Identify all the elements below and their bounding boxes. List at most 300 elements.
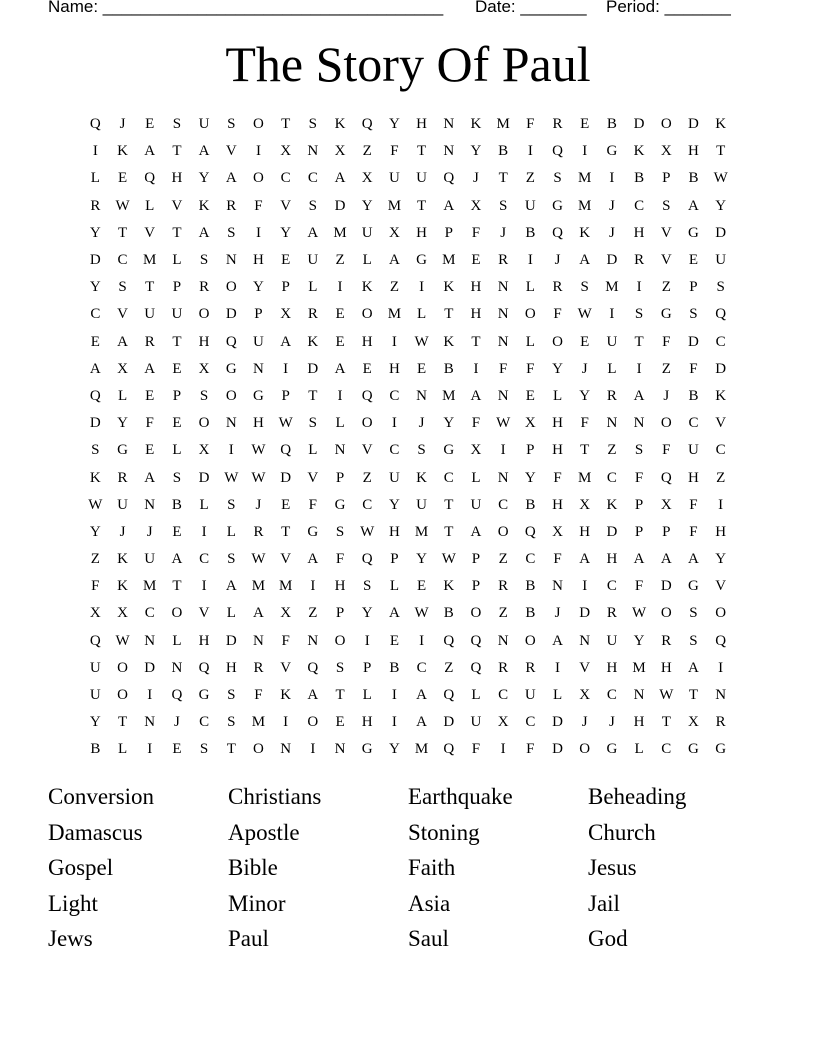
grid-letter: T [226,741,237,758]
grid-letter: P [363,659,372,676]
grid-letter: T [172,143,182,160]
name-field-label: Name: ____________________________________ [48,0,444,16]
grid-letter: V [307,469,319,486]
grid-letter: V [171,197,183,214]
grid-letter: E [172,741,182,758]
word-bank-item: Bible [228,855,278,880]
grid-letter: O [253,170,265,187]
grid-letter: T [634,333,645,350]
grid-letter: O [470,605,482,622]
grid-letter: S [199,252,209,269]
grid-letter: G [606,741,618,758]
grid-letter: A [144,360,156,377]
grid-letter: V [579,659,591,676]
grid-letter: O [660,116,673,133]
grid-letter: Q [307,659,319,676]
grid-letter: J [608,714,616,731]
grid-letter: R [498,252,509,269]
grid-letter: E [471,252,482,269]
grid-letter: C [280,170,292,187]
grid-letter: F [308,496,318,513]
grid-letter: N [253,632,265,649]
grid-letter: Z [661,279,672,296]
grid-letter: G [225,360,238,377]
grid-letter: R [498,659,509,676]
grid-letter: G [715,741,727,758]
grid-letter: S [118,279,128,296]
grid-letter: R [552,279,564,296]
grid-letter: F [689,496,699,513]
grid-letter: X [579,496,591,513]
grid-letter: W [659,687,674,704]
grid-letter: I [283,360,289,377]
grid-letter: I [255,143,262,160]
grid-letter: J [554,252,561,269]
grid-letter: Y [633,632,646,649]
grid-letter: A [633,387,646,404]
grid-letter: A [171,551,183,568]
grid-letter: D [280,469,292,486]
grid-letter: K [117,578,129,595]
grid-letter: J [581,714,589,731]
grid-letter: J [608,197,616,214]
grid-letter: F [526,741,536,758]
grid-letter: L [525,279,536,296]
grid-letter: C [389,442,400,459]
grid-letter: Q [660,469,673,486]
grid-letter: B [606,116,618,133]
grid-letter: G [117,442,129,459]
word-bank-item: Damascus [48,819,143,845]
grid-letter: G [660,306,673,323]
grid-letter: N [497,632,510,649]
grid-letter: C [498,687,509,704]
grid-letter: A [470,387,482,404]
grid-letter: S [227,714,236,731]
grid-letter: J [119,116,126,133]
grid-letter: J [119,523,126,540]
grid-letter: D [606,523,618,540]
grid-letter: A [144,143,156,160]
grid-letter: I [582,578,588,595]
grid-letter: Y [89,224,102,241]
grid-letter: L [417,306,427,323]
grid-letter: H [688,469,700,486]
grid-letter: P [634,523,644,540]
grid-letter: Z [607,442,617,459]
grid-letter: M [496,116,511,133]
header-fields [48,0,748,19]
grid-letter: Y [198,170,211,187]
grid-letter: H [552,415,564,432]
grid-letter: H [198,632,211,649]
grid-letter: N [334,741,346,758]
grid-letter: X [117,360,129,377]
grid-letter: N [497,469,510,486]
grid-letter: I [201,578,208,595]
grid-letter: A [688,197,700,214]
grid-letter: E [145,442,155,459]
grid-letter: B [498,143,509,160]
grid-letter: Y [117,415,129,432]
grid-letter: V [117,306,129,323]
grid-letter: Y [89,714,102,731]
word-bank-item: Church [588,819,656,845]
grid-letter: M [143,578,157,595]
grid-letter: P [662,523,671,540]
grid-letter: R [634,252,645,269]
grid-letter: F [634,469,644,486]
grid-letter: I [582,143,588,160]
grid-letter: I [147,741,153,758]
grid-letter: C [199,714,210,731]
grid-letter: S [199,741,209,758]
grid-letter: B [525,496,536,513]
grid-letter: R [661,632,672,649]
grid-letter: N [225,415,238,432]
grid-letter: U [606,333,618,350]
grid-letter: Q [89,632,102,649]
word-bank-item: Earthquake [408,784,513,809]
grid-letter: O [117,659,129,676]
grid-letter: X [660,143,673,160]
grid-letter: F [526,360,536,377]
grid-letter: N [334,442,346,459]
grid-letter: S [308,116,318,133]
grid-letter: A [388,252,401,269]
grid-letter: F [689,523,699,540]
grid-letter: H [715,523,727,540]
grid-letter: P [634,496,644,513]
grid-letter: H [633,714,646,731]
grid-letter: P [390,551,400,568]
grid-letter: A [225,578,238,595]
grid-letter: S [689,306,699,323]
grid-letter: A [470,523,482,540]
grid-letter: X [388,224,401,241]
grid-letter: Q [361,551,374,568]
grid-letter: K [280,687,292,704]
grid-letter: I [391,687,398,704]
grid-letter: N [144,496,156,513]
grid-letter: H [225,659,238,676]
grid-letter: Z [90,551,101,568]
grid-letter: O [552,333,564,350]
grid-letter: D [225,306,238,323]
grid-letter: H [171,170,183,187]
grid-letter: Z [661,360,672,377]
grid-letter: M [143,252,157,269]
grid-letter: D [334,197,346,214]
grid-letter: O [660,605,673,622]
grid-letter: T [281,116,291,133]
grid-letter: S [417,442,427,459]
grid-letter: A [334,360,346,377]
grid-letter: E [90,333,101,350]
grid-letter: M [442,387,456,404]
grid-letter: X [497,714,510,731]
grid-letter: H [198,333,211,350]
date-field-label: Date: _______ [475,0,587,16]
grid-letter: F [145,415,155,432]
grid-letter: U [524,687,537,704]
grid-letter: W [251,551,267,568]
grid-letter: X [117,605,129,622]
grid-letter: L [172,252,182,269]
grid-letter: I [364,632,371,649]
grid-letter: T [117,224,128,241]
grid-letter: K [715,387,727,404]
word-bank-item: Jail [588,890,620,916]
grid-letter: Y [552,360,564,377]
grid-letter: W [115,197,131,214]
grid-letter: J [608,224,616,241]
grid-letter: T [308,387,318,404]
grid-letter: P [172,387,182,404]
grid-letter: U [388,170,401,187]
grid-letter: N [497,387,510,404]
grid-letter: H [253,415,265,432]
grid-letter: G [253,387,265,404]
grid-letter: L [552,387,563,404]
grid-letter: Y [253,279,265,296]
grid-letter: N [253,360,265,377]
grid-letter: F [91,578,101,595]
grid-letter: E [281,496,291,513]
grid-letter: U [388,469,401,486]
grid-letter: Z [335,252,346,269]
grid-letter: W [414,333,430,350]
grid-letter: Y [89,279,102,296]
grid-letter: Z [525,170,536,187]
grid-letter: I [337,279,344,296]
grid-letter: K [443,578,455,595]
grid-letter: Q [443,170,455,187]
grid-letter: E [580,116,590,133]
grid-letter: S [227,224,236,241]
grid-letter: N [606,415,618,432]
grid-letter: N [307,143,319,160]
grid-letter: R [606,387,618,404]
grid-letter: W [115,632,131,649]
grid-letter: E [580,333,590,350]
grid-letter: V [660,224,673,241]
grid-letter: V [280,197,292,214]
grid-letter: O [497,523,510,540]
grid-letter: Q [443,741,455,758]
grid-letter: E [525,387,536,404]
grid-letter: X [688,714,700,731]
grid-letter: I [419,279,425,296]
grid-letter: X [280,306,292,323]
grid-letter: N [307,632,319,649]
grid-letter: H [552,442,564,459]
grid-letter: S [227,551,236,568]
grid-letter: L [226,605,237,622]
grid-letter: T [172,224,182,241]
grid-letter: C [606,469,618,486]
word-bank-item: Christians [228,784,322,809]
grid-letter: R [226,197,237,214]
grid-letter: Q [361,116,374,133]
grid-letter: A [144,469,156,486]
grid-letter: S [634,306,644,323]
grid-letter: S [363,578,372,595]
grid-letter: X [280,143,292,160]
grid-letter: U [416,170,428,187]
grid-letter: T [172,333,182,350]
grid-letter: W [224,469,239,486]
grid-letter: C [443,469,455,486]
grid-letter: Y [388,741,401,758]
word-bank-item: Jesus [588,855,637,880]
grid-letter: W [713,170,729,187]
grid-letter: T [145,279,155,296]
grid-letter: J [255,496,262,513]
grid-letter: R [144,333,156,350]
grid-letter: Q [361,387,374,404]
grid-letter: U [361,224,374,241]
grid-letter: D [225,632,238,649]
grid-letter: M [632,659,647,676]
grid-letter: P [471,551,481,568]
grid-letter: S [91,442,101,459]
word-bank-item: Apostle [228,819,300,845]
grid-letter: A [552,632,564,649]
grid-letter: C [634,197,645,214]
grid-letter: T [335,687,346,704]
grid-letter: U [171,306,183,323]
grid-letter: M [251,714,266,731]
grid-letter: T [688,687,699,704]
grid-letter: U [253,333,265,350]
grid-letter: D [633,116,646,133]
grid-letter: A [117,333,129,350]
word-search-grid [82,111,735,764]
grid-letter: X [198,442,211,459]
grid-letter: L [389,578,400,595]
grid-letter: D [552,741,564,758]
grid-letter: V [660,252,673,269]
grid-letter: Z [308,605,318,622]
grid-letter: L [172,632,182,649]
grid-letter: C [416,659,428,676]
grid-letter: X [470,442,482,459]
word-bank-item: God [588,926,628,951]
grid-letter: I [419,632,425,649]
page-title: The Story Of Paul [225,36,591,92]
grid-letter: X [660,496,673,513]
grid-letter: F [553,551,563,568]
grid-letter: I [609,170,615,187]
grid-letter: W [441,551,457,568]
grid-letter: M [414,523,429,540]
grid-letter: H [361,714,374,731]
grid-letter: A [198,143,211,160]
grid-letter: C [661,741,672,758]
grid-letter: S [634,442,644,459]
grid-letter: Y [470,143,482,160]
word-bank-item: Gospel [48,855,114,880]
grid-letter: J [418,415,426,432]
grid-letter: F [662,333,671,350]
grid-letter: M [387,197,402,214]
grid-letter: I [147,687,153,704]
grid-letter: O [660,415,673,432]
grid-letter: U [144,306,156,323]
grid-letter: K [443,279,455,296]
grid-letter: R [307,306,319,323]
grid-letter: F [254,687,264,704]
grid-letter: S [716,279,726,296]
grid-letter: Q [470,659,482,676]
grid-letter: P [444,224,454,241]
grid-letter: T [417,197,427,214]
grid-letter: H [470,279,482,296]
grid-letter: V [198,605,211,622]
grid-letter: G [443,442,455,459]
grid-letter: K [117,551,129,568]
grid-letter: U [688,442,700,459]
grid-letter: I [636,360,643,377]
grid-letter: I [391,714,398,731]
grid-letter: E [335,333,346,350]
grid-letter: M [605,279,620,296]
grid-letter: Q [552,143,564,160]
grid-letter: V [715,415,727,432]
grid-letter: P [471,578,481,595]
word-bank [48,779,768,957]
grid-letter: U [144,551,156,568]
grid-letter: Y [443,415,455,432]
grid-letter: A [416,687,428,704]
grid-letter: A [633,551,646,568]
grid-letter: J [473,170,480,187]
grid-letter: B [389,659,400,676]
grid-letter: F [553,469,563,486]
grid-letter: L [362,252,373,269]
grid-letter: F [498,360,508,377]
word-bank-item: Paul [228,926,269,951]
grid-letter: N [715,687,727,704]
grid-letter: L [199,496,210,513]
grid-letter: B [525,605,536,622]
grid-letter: L [172,442,182,459]
grid-letter: K [633,143,646,160]
grid-letter: V [280,551,292,568]
grid-letter: W [632,605,647,622]
grid-letter: R [199,279,210,296]
grid-letter: S [662,197,671,214]
grid-letter: C [715,442,727,459]
word-bank-item: Stoning [408,819,480,845]
grid-letter: I [201,523,208,540]
grid-letter: H [470,306,482,323]
grid-letter: Q [552,224,564,241]
grid-letter: W [414,605,430,622]
grid-letter: S [227,496,236,513]
grid-letter: O [307,714,319,731]
grid-letter: H [416,224,428,241]
grid-letter: E [117,170,128,187]
grid-letter: C [525,714,536,731]
grid-letter: O [198,415,211,432]
grid-letter: H [388,360,401,377]
grid-letter: J [146,523,154,540]
grid-letter: R [253,659,264,676]
grid-letter: Z [716,469,726,486]
grid-letter: M [387,306,402,323]
